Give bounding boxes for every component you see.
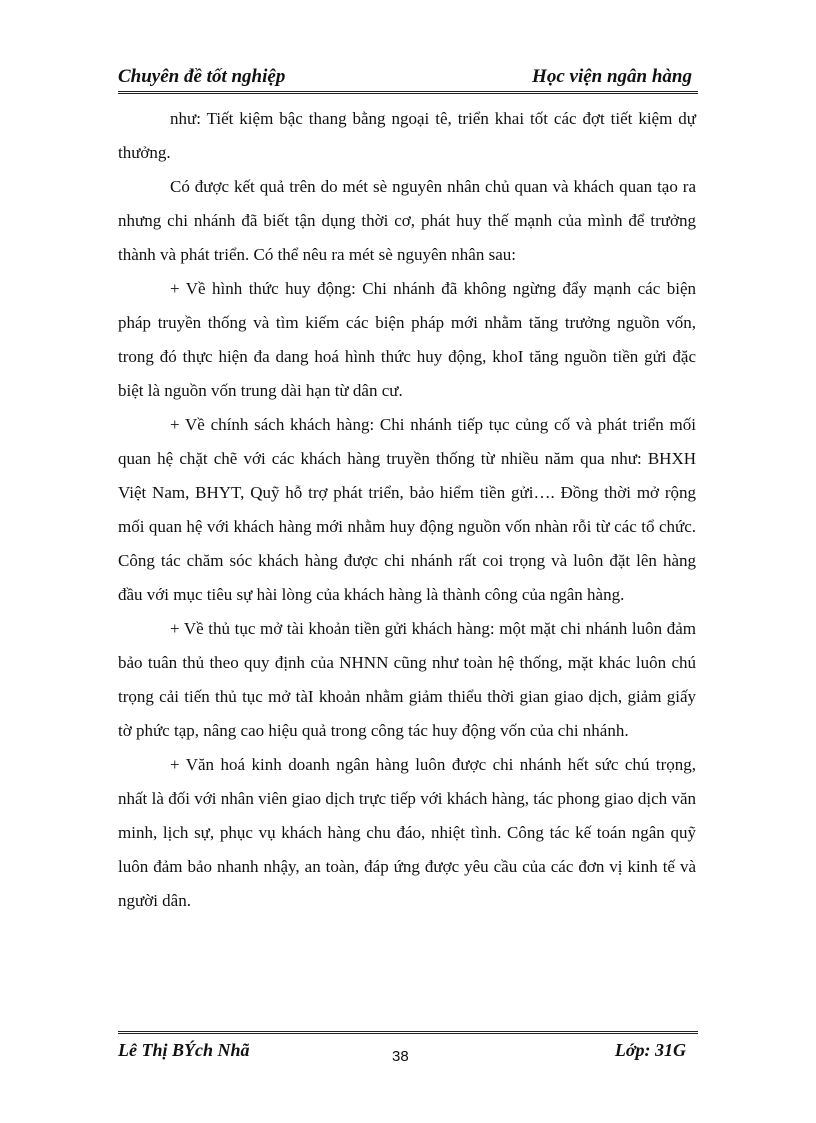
paragraph-business-culture: + Văn hoá kinh doanh ngân hàng luôn được chi nhánh hết sức chú trọng, nhất là đối với nhân viên giao dịch trực tiếp với khách hàng, tác phong giao dịch văn minh, lịch sự, phục vụ khách hàng chu đáo, nhiệt tình. Công tác kế toán ngân quỹ luôn đảm bảo nhanh nhậy, an toàn, đáp ứng được yêu cầu của các đơn vị kinh tế và người dân. (118, 755, 696, 910)
footer-class: Lớp: 31G (614, 1040, 686, 1060)
header-institution: Học viện ngân hàng (532, 66, 692, 87)
page-number: 38 (392, 1048, 409, 1065)
page-header (118, 64, 698, 94)
paragraph-account-procedures: + Về thủ tục mở tài khoản tiền gửi khách hàng: một mặt chi nhánh luôn đảm bảo tuân thủ theo quy định của NHNN cũng như toàn hệ thống, mặt khác luôn chú trọng cải tiến thủ tục mở tàI khoản nhằm giảm thiểu thời gian giao dịch, giảm giấy tờ phức tạp, nâng cao hiệu quả trong công tác huy động vốn của chi nhánh. (118, 619, 696, 740)
paragraph-mobilization-form: + Về hình thức huy động: Chi nhánh đã không ngừng đẩy mạnh các biện pháp truyền thống và tìm kiếm các biện pháp mới nhằm tăng trưởng nguồn vốn, trong đó thực hiện đa dang hoá hình thức huy động, khoI tăng nguồn tiền gửi đặc biệt là nguồn vốn trung dài hạn từ dân cư. (118, 279, 696, 400)
paragraph-continuation: như: Tiết kiệm bậc thang bằng ngoại tê, triển khai tốt các đợt tiết kiệm dự thưởng. (118, 109, 696, 162)
page-footer (118, 1031, 698, 1071)
footer-author: Lê Thị BÝch Nhã (118, 1040, 250, 1060)
paragraph-causes-intro: Có được kết quả trên do mét sè nguyên nhân chủ quan và khách quan tạo ra nhưng chi nhánh đã biết tận dụng thời cơ, phát huy thế mạnh của mình để trưởng thành và phát triển. Có thể nêu ra mét sè nguyên nhân sau: (118, 177, 696, 264)
header-document-type: Chuyên đề tốt nghiệp (118, 66, 286, 87)
document-body (118, 102, 696, 918)
paragraph-customer-policy: + Về chính sách khách hàng: Chi nhánh tiếp tục củng cố và phát triển mối quan hệ chặt chẽ với các khách hàng truyền thống từ nhiều năm qua như: BHXH Việt Nam, BHYT, Quỹ hỗ trợ phát triển, bảo hiểm tiền gửi…. Đồng thời mở rộng mối quan hệ với khách hàng mới nhằm huy động nguồn vốn nhàn rỗi từ các tổ chức. Công tác chăm sóc khách hàng được chi nhánh rất coi trọng và luôn đặt lên hàng đầu với mục tiêu sự hài lòng của khách hàng là thành công của ngân hàng. (118, 415, 696, 604)
